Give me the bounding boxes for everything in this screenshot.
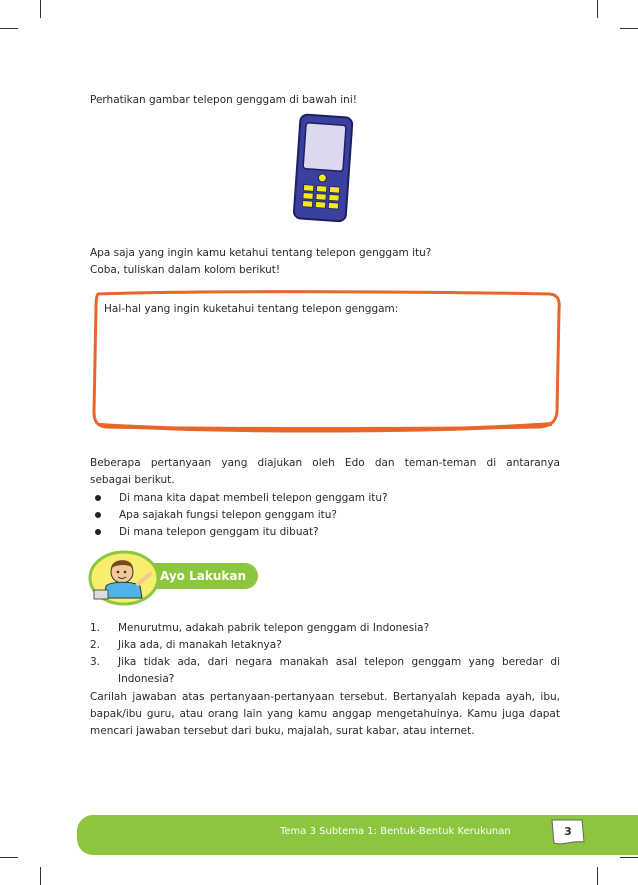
crop-mark — [40, 0, 41, 18]
bullet-icon — [95, 512, 101, 518]
bullet-icon — [95, 495, 101, 501]
child-mascot-icon — [88, 548, 160, 606]
crop-mark — [620, 857, 638, 858]
list-item — [92, 490, 492, 507]
edo-paragraph — [90, 455, 560, 489]
list-item — [90, 620, 560, 637]
crop-mark — [620, 28, 638, 29]
list-item-number: 3. — [90, 656, 101, 668]
closing-paragraph: Carilah jawaban atas pertanyaan-pertanyaan tersebut. Bertanyalah kepada ayah, ibu, bapak/ibu guru, atau orang lain yang kamu anggap mengetahuinya. Kamu juga dapat mencari jawaban tersebut dari buku, majalah, surat kabar, atau internet. — [90, 691, 560, 737]
list-item-number: 1. — [90, 622, 101, 634]
question-line: Coba, tuliskan dalam kolom berikut! — [90, 264, 281, 276]
activity-label: Ayo Lakukan — [160, 569, 246, 583]
page-number: 3 — [564, 825, 572, 838]
list-item-text: Jika ada, di manakah letaknya? — [118, 639, 282, 651]
footer-theme-title: Tema 3 Subtema 1: Bentuk-Bentuk Kerukunan — [280, 826, 511, 837]
list-item-number: 2. — [90, 639, 101, 651]
crop-mark — [597, 0, 598, 18]
list-item — [92, 507, 492, 524]
crop-mark — [0, 857, 18, 858]
list-item-text: Di mana telepon genggam itu dibuat? — [119, 526, 319, 538]
box-title: Hal-hal yang ingin kuketahui tentang telepon genggam: — [104, 303, 399, 315]
question-line: Apa saja yang ingin kamu ketahui tentang telepon genggam itu? — [90, 247, 432, 259]
bullet-icon — [95, 529, 101, 535]
list-item-text: Apa sajakah fungsi telepon genggam itu? — [119, 509, 338, 521]
list-item-text: Jika tidak ada, dari negara manakah asal telepon genggam yang beredar di Indonesia? — [118, 656, 560, 685]
edo-paragraph-line: sebagai berikut. — [90, 474, 175, 486]
list-item-text: Menurutmu, adakah pabrik telepon genggam di Indonesia? — [118, 622, 430, 634]
numbered-question-list — [90, 620, 560, 688]
intro-instruction: Perhatikan gambar telepon genggam di bawah ini! — [90, 94, 357, 106]
list-item — [92, 524, 492, 541]
list-item-text: Di mana kita dapat membeli telepon genggam itu? — [119, 492, 388, 504]
mobile-phone-icon — [285, 110, 363, 228]
crop-mark — [597, 867, 598, 885]
list-item — [90, 654, 560, 688]
edo-paragraph-line: Beberapa pertanyaan yang diajukan oleh Edo dan teman-teman di antaranya — [90, 457, 560, 469]
list-item — [90, 637, 560, 654]
crop-mark — [40, 867, 41, 885]
crop-mark — [0, 28, 18, 29]
question-bullet-list — [92, 490, 492, 541]
